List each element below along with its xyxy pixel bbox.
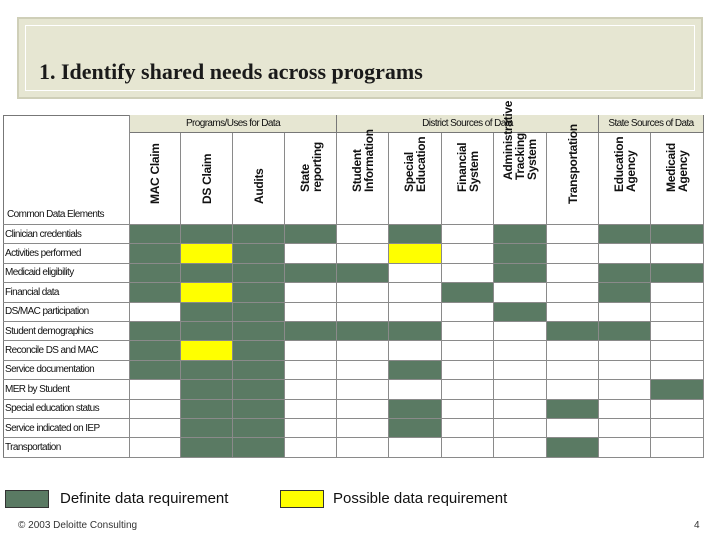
matrix-cell bbox=[389, 303, 442, 322]
column-header-label: Financial System bbox=[454, 142, 481, 192]
column-header bbox=[442, 133, 494, 225]
column-header-label: Education Agency bbox=[611, 136, 638, 192]
column-header bbox=[285, 133, 337, 225]
column-header-label: DS Claim bbox=[199, 153, 214, 204]
matrix-cell bbox=[599, 438, 651, 457]
row-label: Activities performed bbox=[3, 244, 130, 263]
matrix-cell bbox=[233, 322, 285, 341]
matrix-cell bbox=[130, 264, 181, 283]
column-header bbox=[599, 133, 651, 225]
legend-definite-swatch bbox=[5, 490, 49, 508]
matrix-cell bbox=[547, 283, 599, 302]
row-label: Service indicated on IEP bbox=[3, 419, 130, 438]
matrix-cell bbox=[389, 400, 442, 419]
matrix-cell bbox=[651, 400, 704, 419]
matrix-cell bbox=[181, 264, 233, 283]
matrix-cell bbox=[233, 283, 285, 302]
matrix-cell bbox=[389, 361, 442, 380]
matrix-cell bbox=[130, 361, 181, 380]
matrix-cell bbox=[442, 361, 494, 380]
legend-definite-label: Definite data requirement bbox=[60, 490, 229, 507]
matrix-cell bbox=[285, 303, 337, 322]
column-header-label: MAC Claim bbox=[148, 143, 162, 204]
row-label: DS/MAC participation bbox=[3, 303, 130, 322]
matrix-cell bbox=[389, 244, 442, 263]
matrix-cell bbox=[337, 303, 389, 322]
matrix-cell bbox=[233, 341, 285, 360]
matrix-cell bbox=[651, 438, 704, 457]
matrix-cell bbox=[233, 361, 285, 380]
column-header bbox=[547, 124, 599, 225]
matrix-cell bbox=[233, 380, 285, 399]
matrix-cell bbox=[389, 225, 442, 244]
matrix-cell bbox=[337, 400, 389, 419]
matrix-cell bbox=[285, 380, 337, 399]
matrix-cell bbox=[285, 283, 337, 302]
matrix-cell bbox=[494, 341, 547, 360]
matrix-cell bbox=[285, 264, 337, 283]
footer-copyright: © 2003 Deloitte Consulting bbox=[18, 520, 138, 531]
matrix-cell bbox=[599, 380, 651, 399]
matrix-cell bbox=[233, 303, 285, 322]
matrix-cell bbox=[181, 380, 233, 399]
matrix-cell bbox=[442, 244, 494, 263]
column-group-header: District Sources of Data bbox=[337, 115, 599, 133]
matrix-cell bbox=[233, 225, 285, 244]
column-header-label: Special Education bbox=[402, 136, 428, 192]
matrix-cell bbox=[599, 400, 651, 419]
matrix-cell bbox=[130, 400, 181, 419]
matrix-cell bbox=[494, 419, 547, 438]
matrix-cell bbox=[233, 264, 285, 283]
row-label: Service documentation bbox=[3, 361, 130, 380]
matrix-cell bbox=[285, 322, 337, 341]
matrix-cell bbox=[599, 322, 651, 341]
legend-possible-swatch bbox=[280, 490, 324, 508]
footer-page-number: 4 bbox=[694, 520, 700, 531]
matrix-corner bbox=[3, 115, 130, 225]
matrix-cell bbox=[337, 322, 389, 341]
matrix-cell bbox=[389, 419, 442, 438]
matrix-cell bbox=[337, 419, 389, 438]
matrix-cell bbox=[337, 283, 389, 302]
matrix-cell bbox=[651, 283, 704, 302]
matrix-cell bbox=[651, 419, 704, 438]
matrix-cell bbox=[599, 419, 651, 438]
matrix-cell bbox=[233, 419, 285, 438]
row-label: Special education status bbox=[3, 400, 130, 419]
matrix-cell bbox=[547, 400, 599, 419]
matrix-cell bbox=[389, 264, 442, 283]
column-header-label: Student Information bbox=[349, 129, 376, 192]
matrix-cell bbox=[130, 225, 181, 244]
matrix-cell bbox=[442, 225, 494, 244]
matrix-cell bbox=[130, 380, 181, 399]
matrix-cell bbox=[181, 361, 233, 380]
column-header bbox=[233, 133, 285, 225]
row-label: Reconcile DS and MAC bbox=[3, 341, 130, 360]
matrix-cell bbox=[442, 380, 494, 399]
matrix-cell bbox=[181, 419, 233, 438]
matrix-cell bbox=[337, 438, 389, 457]
row-label: Clinician credentials bbox=[3, 225, 130, 244]
matrix-cell bbox=[442, 438, 494, 457]
matrix-cell bbox=[181, 303, 233, 322]
matrix-cell bbox=[285, 419, 337, 438]
data-requirements-matrix bbox=[3, 100, 704, 457]
matrix-cell bbox=[285, 244, 337, 263]
matrix-cell bbox=[494, 283, 547, 302]
matrix-cell bbox=[547, 225, 599, 244]
column-header-label: State reporting bbox=[297, 142, 324, 192]
matrix-cell bbox=[494, 438, 547, 457]
matrix-cell bbox=[389, 283, 442, 302]
matrix-cell bbox=[547, 264, 599, 283]
matrix-cell bbox=[442, 283, 494, 302]
matrix-cell bbox=[442, 400, 494, 419]
matrix-cell bbox=[651, 244, 704, 263]
row-label: Transportation bbox=[3, 438, 130, 457]
matrix-cell bbox=[599, 283, 651, 302]
matrix-cell bbox=[547, 380, 599, 399]
matrix-cell bbox=[599, 341, 651, 360]
row-label: MER by Student bbox=[3, 380, 130, 399]
row-label: Financial data bbox=[3, 283, 130, 302]
column-header-label: Audits bbox=[251, 168, 266, 204]
matrix-cell bbox=[181, 322, 233, 341]
row-label: Medicaid eligibility bbox=[3, 264, 130, 283]
matrix-cell bbox=[181, 244, 233, 263]
matrix-cell bbox=[547, 244, 599, 263]
matrix-cell bbox=[285, 225, 337, 244]
matrix-cell bbox=[130, 303, 181, 322]
matrix-cell bbox=[337, 341, 389, 360]
column-group-header: State Sources of Data bbox=[599, 115, 704, 133]
matrix-cell bbox=[389, 322, 442, 341]
matrix-cell bbox=[233, 438, 285, 457]
matrix-cell bbox=[181, 341, 233, 360]
matrix-cell bbox=[337, 244, 389, 263]
matrix-cell bbox=[337, 225, 389, 244]
matrix-cell bbox=[337, 264, 389, 283]
matrix-cell bbox=[547, 419, 599, 438]
matrix-cell bbox=[130, 438, 181, 457]
matrix-cell bbox=[130, 244, 181, 263]
matrix-cell bbox=[494, 361, 547, 380]
matrix-cell bbox=[442, 322, 494, 341]
matrix-cell bbox=[285, 341, 337, 360]
matrix-cell bbox=[285, 438, 337, 457]
matrix-cell bbox=[651, 322, 704, 341]
matrix-cell bbox=[599, 303, 651, 322]
matrix-cell bbox=[130, 322, 181, 341]
matrix-cell bbox=[651, 341, 704, 360]
column-header bbox=[130, 133, 181, 225]
page-title: 1. Identify shared needs across programs bbox=[39, 59, 423, 84]
column-header-label: Administrative Tracking System bbox=[501, 100, 539, 180]
matrix-cell bbox=[651, 264, 704, 283]
row-label: Student demographics bbox=[3, 322, 130, 341]
matrix-cell bbox=[389, 380, 442, 399]
row-header-label: Common Data Elements bbox=[7, 209, 104, 220]
matrix-cell bbox=[285, 400, 337, 419]
matrix-cell bbox=[494, 244, 547, 263]
matrix-cell bbox=[494, 303, 547, 322]
matrix-cell bbox=[233, 400, 285, 419]
column-header bbox=[181, 133, 233, 225]
legend-possible-label: Possible data requirement bbox=[333, 490, 508, 507]
title-banner bbox=[17, 17, 703, 99]
column-header bbox=[337, 129, 389, 225]
matrix-cell bbox=[547, 361, 599, 380]
matrix-cell bbox=[494, 225, 547, 244]
column-header-label: Medicaid Agency bbox=[664, 143, 690, 192]
matrix-cell bbox=[651, 380, 704, 399]
matrix-cell bbox=[233, 244, 285, 263]
matrix-cell bbox=[599, 244, 651, 263]
column-group-header: Programs/Uses for Data bbox=[130, 115, 337, 133]
matrix-cell bbox=[547, 341, 599, 360]
matrix-cell bbox=[599, 225, 651, 244]
matrix-cell bbox=[181, 400, 233, 419]
matrix-cell bbox=[389, 341, 442, 360]
matrix-cell bbox=[494, 400, 547, 419]
column-header-label: Transportation bbox=[565, 124, 580, 204]
matrix-cell bbox=[130, 283, 181, 302]
matrix-cell bbox=[337, 361, 389, 380]
matrix-cell bbox=[181, 225, 233, 244]
matrix-cell bbox=[547, 322, 599, 341]
matrix-cell bbox=[651, 361, 704, 380]
matrix-cell bbox=[130, 419, 181, 438]
matrix-cell bbox=[285, 361, 337, 380]
matrix-cell bbox=[599, 361, 651, 380]
column-header bbox=[651, 133, 704, 225]
matrix-cell bbox=[442, 419, 494, 438]
matrix-cell bbox=[651, 225, 704, 244]
matrix-cell bbox=[651, 303, 704, 322]
matrix-cell bbox=[442, 341, 494, 360]
matrix-cell bbox=[442, 303, 494, 322]
matrix-cell bbox=[181, 438, 233, 457]
matrix-cell bbox=[389, 438, 442, 457]
matrix-cell bbox=[181, 283, 233, 302]
matrix-cell bbox=[337, 380, 389, 399]
column-header bbox=[494, 100, 547, 225]
matrix-cell bbox=[547, 438, 599, 457]
matrix-cell bbox=[442, 264, 494, 283]
column-header bbox=[389, 133, 442, 225]
matrix-cell bbox=[494, 322, 547, 341]
matrix-cell bbox=[494, 380, 547, 399]
matrix-cell bbox=[599, 264, 651, 283]
matrix-cell bbox=[547, 303, 599, 322]
matrix-cell bbox=[494, 264, 547, 283]
matrix-cell bbox=[130, 341, 181, 360]
